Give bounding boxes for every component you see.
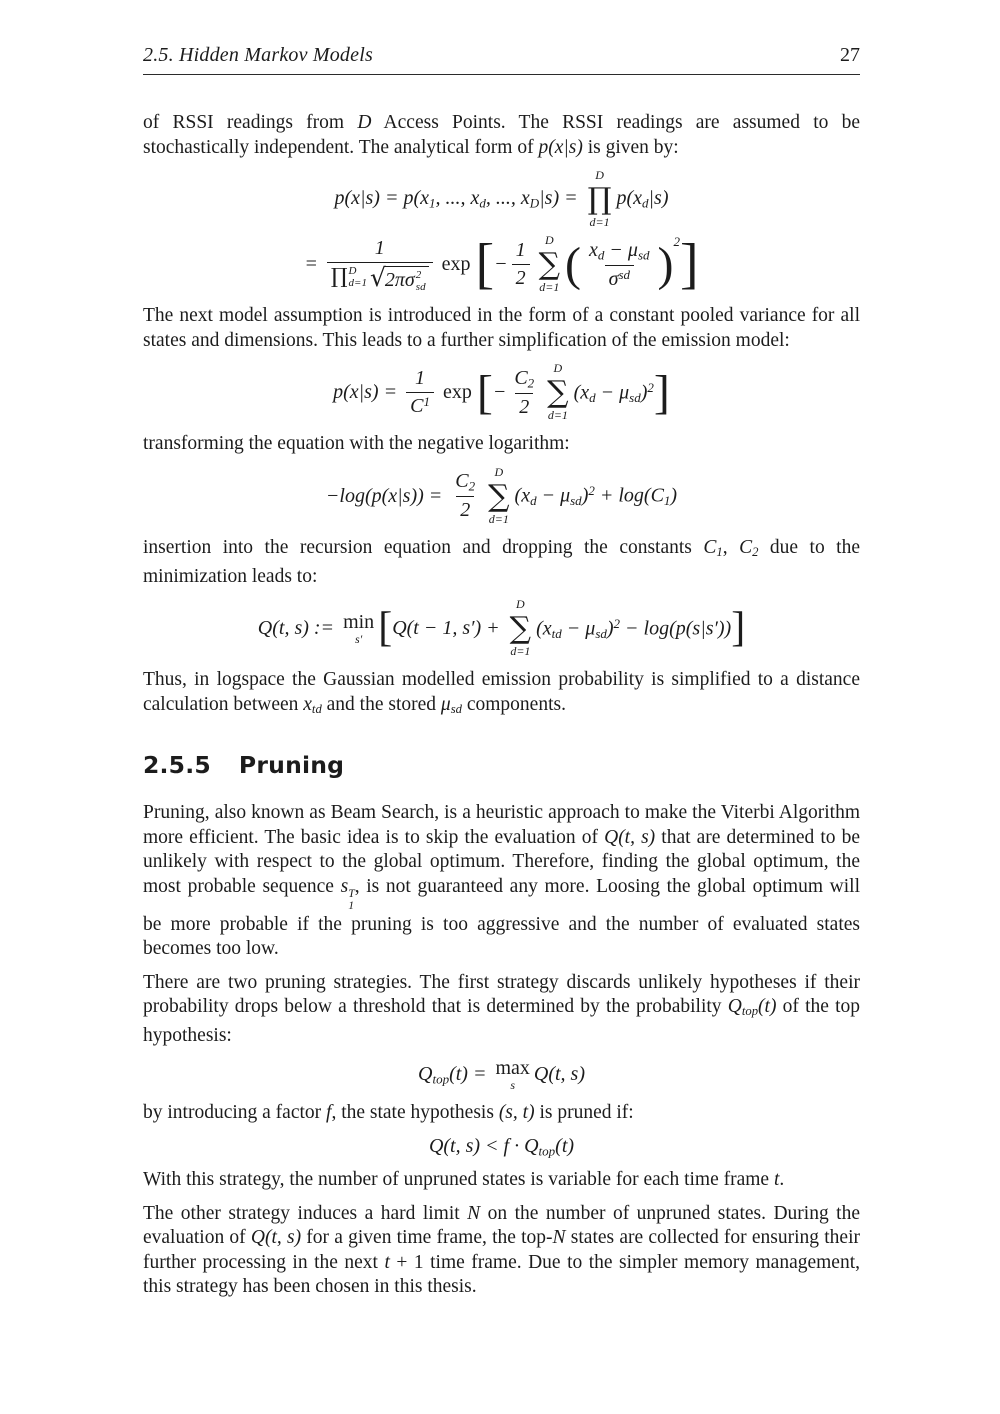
math-token: Q(t, $s) < f \cdot Q_{top}(t)$ [428, 1134, 575, 1159]
paragraph-pruning-intro: Pruning, also known as Beam Search, is a heuristic approach to make the Viterbi Algorithm more efficient. The basic idea is to skip the evaluation of Q(t, s) that are determined to be unlikely with respect to the global optimum. Therefore, finding the global optimum, the most probable sequence s T 1 , is not guaranteed any more. Loosing the global optimum will be more probable if the pruning is too aggressive and the number of evaluated states becomes too low. [143, 802, 860, 960]
product-operator: D ∏ d=1 [587, 168, 612, 230]
text-run: Q(t, s) [250, 1227, 302, 1249]
max-operator: max s [495, 1057, 530, 1093]
fraction-standardized: $x_d - \mu_{sd}$ σ sd [589, 238, 650, 290]
math-token: $p(x_d|s)$ [616, 187, 669, 211]
text-run: Q [727, 996, 742, 1018]
fraction-c1: 1 C 1 [406, 367, 434, 418]
sum-operator: D ∑ d=1 [547, 361, 569, 423]
equation-emission-probability [143, 169, 860, 295]
subsup-token: T 1 [348, 887, 355, 913]
equation-emission-line2 [143, 234, 860, 295]
exponent: 2 [673, 234, 681, 250]
fraction-normalization: 1 ∏ D d=1 √ 2πσ 2 sd [327, 237, 433, 293]
text-run: 2 [752, 545, 759, 560]
text-run: t [773, 1169, 780, 1191]
page-number: 27 [840, 44, 860, 66]
math-token: Q(t, s) := [257, 617, 340, 640]
paragraph-rssi-intro: of RSSI readings from D Access Points. The RSSI readings are assumed to be stochastically independent. The analytical form of p(x|s) is given by: [143, 112, 860, 158]
sum-symbol: ∑ [547, 374, 569, 410]
math-token: $Q_{top}(t)$ = [418, 1062, 492, 1086]
left-bracket: [ [378, 604, 393, 651]
text-run: Q(t, s) [604, 826, 656, 848]
product-symbol: ∏ [330, 264, 348, 289]
exp-operator: exp [442, 381, 472, 404]
math-token: − [494, 253, 508, 276]
right-bracket: ] [653, 366, 670, 420]
math-token: = [304, 253, 323, 276]
text-run: s [340, 875, 349, 897]
fraction-c2-half: $\frac{C_2}{2}$ [455, 470, 476, 522]
text-run: N [467, 1202, 481, 1224]
section-number: 2.5.5 [143, 751, 211, 780]
text-run: td [311, 701, 322, 716]
text-run: C [703, 536, 717, 558]
paragraph-factor-f: by introducing a factor f, the state hypothesis (s, t) is pruned if: [143, 1102, 634, 1124]
right-paren: ) [657, 238, 674, 292]
product-symbol: ∏ [587, 181, 612, 217]
equation-emission-line1 [143, 169, 860, 230]
paragraph-pruning-strategies: There are two pruning strategies. The first strategy discards unlikely hypotheses if their probability drops below a threshold that is determined by the probability $Q_{top}(t)$ of the top hypothesis: [143, 971, 860, 1046]
equation-negative-logarithm [143, 466, 860, 527]
fraction-half: $\frac{1}{2}$ [512, 239, 530, 290]
math-token: −log(p(x|s)) = [325, 484, 448, 507]
radical-symbol: √ [369, 262, 386, 292]
math-token: $(x_{td} - \mu_{sd})^2 - \log(p(s|s'))$ [536, 615, 732, 641]
text-run: 1 [716, 545, 723, 560]
math-token: Q(t − 1, s′) + [392, 617, 505, 640]
paragraph-variable-states: With this strategy, the number of unpruned states is variable for each time frame t. [143, 1169, 785, 1191]
text-run: (s, t) [498, 1102, 535, 1124]
equation-pooled-emission [143, 362, 860, 423]
paragraph-logspace-distance: Thus, in logspace the Gaussian modelled emission probability is simplified to a distance calculation between $x_{td}$ and the stored $\mu_{sd}$ components. [143, 669, 860, 716]
sum-operator: D ∑ d=1 [488, 464, 510, 527]
square-root: √ 2πσ 2 sd [370, 265, 429, 293]
right-bracket: ] [731, 604, 746, 651]
text-run: (t) [758, 996, 777, 1018]
fraction-c2-half: $\frac{C_2}{2}$ [514, 366, 535, 418]
sum-symbol: ∑ [509, 610, 532, 646]
math-token: p(x|s) = [333, 381, 403, 404]
math-token: Q(t, s) [533, 1063, 585, 1086]
equation-recursion-min [143, 598, 860, 659]
section-heading [143, 751, 860, 779]
text-run: x [303, 693, 312, 715]
text-run: N [552, 1227, 566, 1249]
right-bracket: ] [680, 233, 699, 296]
text-run: sd [450, 701, 462, 716]
text-run: top [741, 1004, 759, 1019]
left-paren: ( [565, 238, 582, 292]
paragraph-negative-log: transforming the equation with the negative logarithm: [143, 433, 570, 455]
math-token: − [492, 381, 507, 404]
text-run: f [326, 1102, 332, 1124]
sum-operator: D ∑ d=1 [538, 233, 561, 295]
sum-symbol: ∑ [538, 246, 561, 282]
text-run: μ [440, 693, 451, 715]
section-title: Pruning [238, 751, 345, 780]
page-header [143, 44, 860, 75]
math-token: $(x_d - \mu_{sd})^2$ [573, 379, 654, 405]
equation-qtop-max [143, 1057, 860, 1092]
text-run: D [357, 112, 372, 133]
math-token: $p(x|s) = p(x_1$, ..., $x_d$, ..., $x_D|s$) = [334, 187, 583, 211]
running-header-section: 2.5. Hidden Markov Models [143, 44, 373, 66]
paragraph-recursion-insertion: insertion into the recursion equation and dropping the constants $C_1$, $C_2$ due to the minimization leads to: [143, 536, 861, 587]
inline-product-operator: ∏ D d=1 [330, 264, 367, 289]
exp-operator: exp [441, 253, 471, 276]
text-run: p(x|s) [538, 136, 583, 158]
equation-pruning-threshold [143, 1135, 860, 1159]
text-run: t [384, 1251, 390, 1273]
left-bracket: [ [475, 233, 495, 296]
math-token: $(x_d - \mu_{sd})^2 + \log(C_1)$ [514, 483, 678, 509]
min-operator: min s′ [343, 610, 375, 646]
sum-symbol: ∑ [488, 478, 510, 514]
left-bracket: [ [476, 366, 493, 420]
paragraph-hard-limit: The other strategy induces a hard limit N on the number of unpruned states. During the evaluation of Q(t, s) for a given time frame, the top-N states are collected for ensuring their further processing in the next t + 1 time frame. Due to the simpler memory management, this strategy has been chosen in this thesis. [143, 1202, 860, 1298]
text-run: C [739, 536, 753, 558]
sum-operator: D ∑ d=1 [509, 597, 532, 659]
paragraph-pooled-variance: The next model assumption is introduced in the form of a constant pooled variance for all states and dimensions. This leads to a further simplification of the emission model: [143, 305, 860, 351]
